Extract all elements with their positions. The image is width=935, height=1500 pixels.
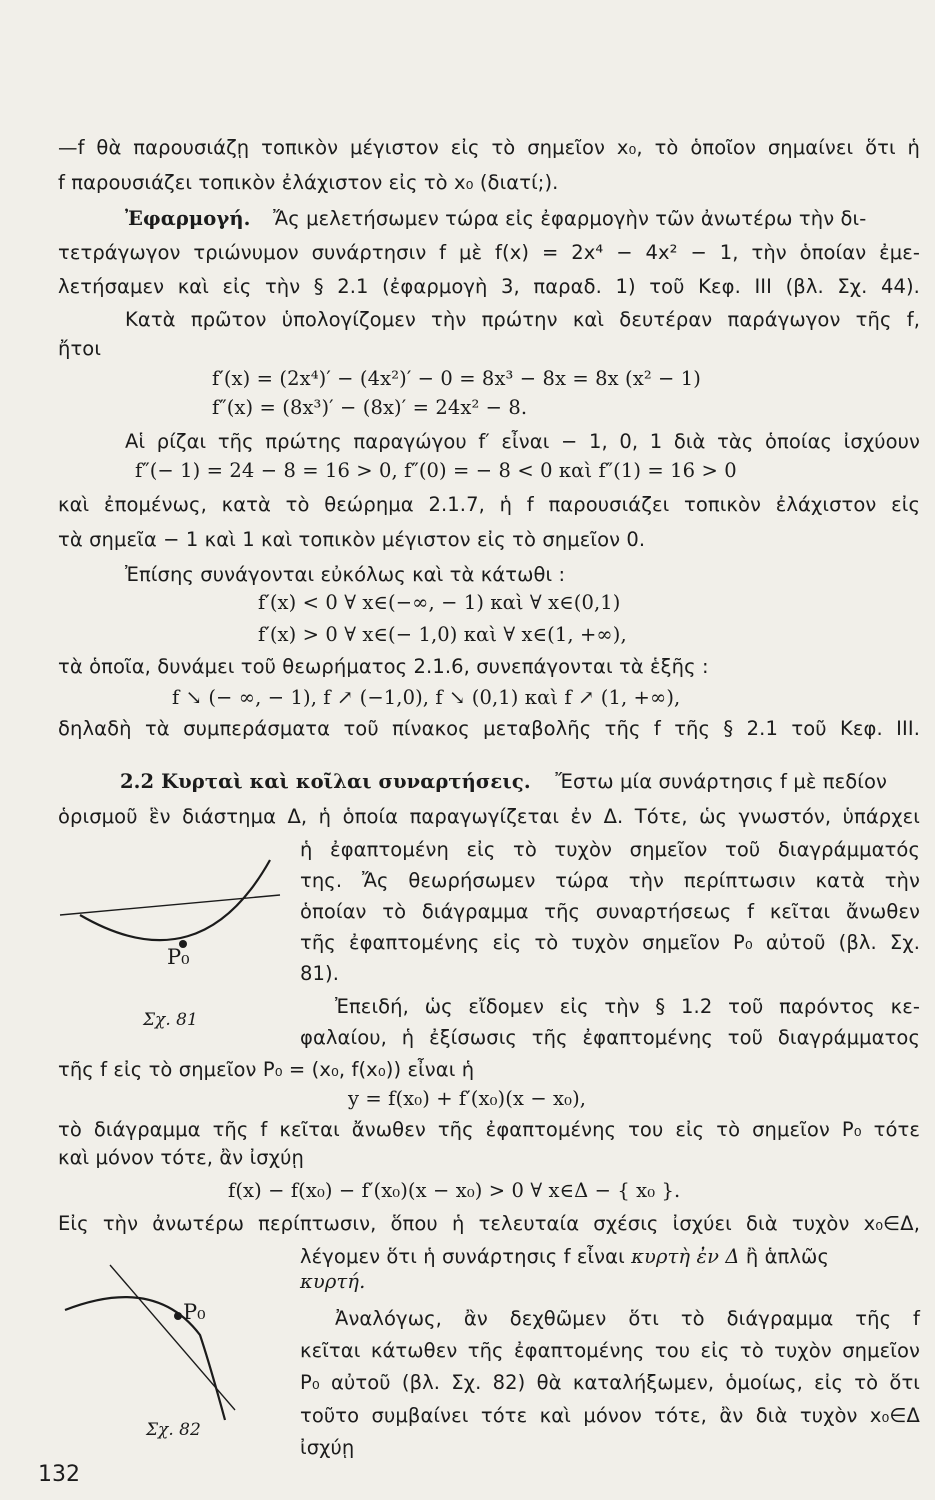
emphasis-convex-in-delta: κυρτὴ ἐν Δ	[631, 1245, 740, 1268]
text-span: ἢ ἁπλῶς	[745, 1245, 829, 1268]
text-line: ὁποίαν τὸ διάγραμμα τῆς συναρτήσεως f κεῖται ἄνωθεν	[300, 900, 920, 923]
text-line: τῆς f εἰς τὸ σημεῖον P₀ = (x₀, f(x₀)) εἶναι ἡ	[58, 1058, 475, 1081]
text-line: τὰ ὁποῖα, δυνάμει τοῦ θεωρήματος 2.1.6, συνεπάγονται τὰ ἑξῆς :	[58, 655, 709, 678]
inequality-negative: f′(x) < 0 ∀ x∈(−∞, − 1) καὶ ∀ x∈(0,1)	[258, 591, 621, 614]
text-line: καὶ μόνον τότε, ἂν ἰσχύῃ	[58, 1146, 304, 1169]
monotonicity-summary: f ↘ (− ∞, − 1), f ↗ (−1,0), f ↘ (0,1) καὶ f ↗ (1, +∞),	[172, 686, 681, 709]
inequality-positive: f′(x) > 0 ∀ x∈(− 1,0) καὶ ∀ x∈(1, +∞),	[258, 623, 627, 646]
text-line: f παρουσιάζει τοπικὸν ἐλάχιστον εἰς τὸ x₀ (διατί;).	[58, 171, 559, 194]
point-label-p0: P₀	[167, 945, 190, 969]
equation-second-derivative-values: f″(− 1) = 24 − 8 = 16 > 0, f″(0) = − 8 < 0 καὶ f″(1) = 16 > 0	[135, 459, 737, 482]
equation-second-derivative: f″(x) = (8x³)′ − (8x)′ = 24x² − 8.	[212, 396, 528, 419]
text-line: Αἱ ρίζαι τῆς πρώτης παραγώγου f′ εἶναι − 1, 0, 1 διὰ τὰς ὁποίας ἰσχύουν	[125, 430, 920, 453]
text-line: Εἰς τὴν ἀνωτέρω περίπτωσιν, ὅπου ἡ τελευταία σχέσις ἰσχύει διὰ τυχὸν x₀∈Δ,	[58, 1212, 920, 1235]
text-line: ἤτοι	[58, 337, 102, 360]
text-line: ἡ ἐφαπτομένη εἰς τὸ τυχὸν σημεῖον τοῦ διαγράμματός	[300, 838, 920, 861]
tangent-point	[174, 1312, 182, 1320]
text-line: τῆς ἐφαπτομένης εἰς τὸ τυχὸν σημεῖον P₀ αὐτοῦ (βλ. Σχ.	[300, 931, 920, 954]
application-paragraph-start	[125, 207, 920, 231]
emphasis-convex: κυρτή.	[300, 1270, 366, 1293]
text-span: Ἔστω μία συνάρτησις f μὲ πεδίον	[555, 770, 888, 793]
text-line: τετράγωγον τριώνυμον συνάρτησιν f μὲ f(x) = 2x⁴ − 4x² − 1, τὴν ὁποίαν ἐμε-	[58, 241, 920, 264]
page-number: 132	[38, 1462, 80, 1487]
text-line: τὰ σημεῖα − 1 καὶ 1 καὶ τοπικὸν μέγιστον εἰς τὸ σημεῖον 0.	[58, 528, 646, 551]
text-line: λετήσαμεν καὶ εἰς τὴν § 2.1 (ἐφαρμογὴ 3, παραδ. 1) τοῦ Κεφ. III (βλ. Σχ. 44).	[58, 275, 920, 298]
section-2-2-start	[120, 770, 920, 794]
tangent-equation: y = f(x₀) + f′(x₀)(x − x₀),	[348, 1087, 587, 1110]
text-line: δηλαδὴ τὰ συμπεράσματα τοῦ πίνακος μεταβολῆς τῆς f τῆς § 2.1 τοῦ Κεφ. III.	[58, 717, 920, 740]
convex-curve	[80, 860, 270, 940]
text-line: τὸ διάγραμμα τῆς f κεῖται ἄνωθεν τῆς ἐφαπτομένης του εἰς τὸ σημεῖον P₀ τότε	[58, 1118, 920, 1141]
text-line: Κατὰ πρῶτον ὑπολογίζομεν τὴν πρώτην καὶ δευτέραν παράγωγον τῆς f,	[125, 308, 920, 331]
text-span: λέγομεν ὅτι ἡ συνάρτησις f εἶναι	[300, 1245, 625, 1268]
text-line: 81).	[300, 962, 340, 985]
figure-82-caption: Σχ. 82	[146, 1420, 201, 1440]
text-line: φαλαίου, ἡ ἐξίσωσις τῆς ἐφαπτομένης τοῦ διαγράμματος	[300, 1026, 920, 1049]
text-line: —f θὰ παρουσιάζῃ τοπικὸν μέγιστον εἰς τὸ σημεῖον x₀, τὸ ὁποῖον σημαίνει ὅτι ἡ	[58, 136, 920, 159]
application-heading: Ἐφαρμογή.	[125, 207, 251, 230]
text-line: P₀ αὐτοῦ (βλ. Σχ. 82) θὰ καταλήξωμεν, ὁμοίως, εἰς τὸ ὅτι	[300, 1371, 920, 1394]
text-span: Ἄς μελετήσωμεν τώρα εἰς ἐφαρμογὴν τῶν ἀνωτέρω τὴν δι-	[273, 207, 867, 230]
equation-first-derivative: f′(x) = (2x⁴)′ − (4x²)′ − 0 = 8x³ − 8x = 8x (x² − 1)	[212, 367, 702, 390]
text-line: κεῖται κάτωθεν τῆς ἐφαπτομένης του εἰς τὸ τυχὸν σημεῖον	[300, 1339, 920, 1362]
text-line: ὁρισμοῦ ἓν διάστημα Δ, ἡ ὁποία παραγωγίζεται ἐν Δ. Τότε, ὡς γνωστόν, ὑπάρχει	[58, 805, 920, 828]
text-line: της. Ἄς θεωρήσωμεν τώρα τὴν περίπτωσιν κατὰ τὴν	[300, 869, 920, 892]
figure-81-caption: Σχ. 81	[143, 1010, 198, 1030]
text-line: Ἐπίσης συνάγονται εὐκόλως καὶ τὰ κάτωθι :	[125, 563, 566, 586]
convex-definition-line	[300, 1245, 920, 1269]
convexity-inequality: f(x) − f(x₀) − f′(x₀)(x − x₀) > 0 ∀ x∈Δ − { x₀ }.	[228, 1179, 681, 1202]
text-line: καὶ ἐπομένως, κατὰ τὸ θεώρημα 2.1.7, ἡ f παρουσιάζει τοπικὸν ἐλάχιστον εἰς	[58, 493, 920, 516]
text-line: ἰσχύῃ	[300, 1436, 355, 1459]
text-line: Ἐπειδή, ὡς εἴδομεν εἰς τὴν § 1.2 τοῦ παρόντος κε-	[335, 995, 920, 1018]
tangent-line	[110, 1265, 235, 1410]
text-line: τοῦτο συμβαίνει τότε καὶ μόνον τότε, ἂν διὰ τυχὸν x₀∈Δ	[300, 1404, 920, 1427]
figure-82-concave-curve	[60, 1255, 280, 1435]
point-label-p0: P₀	[183, 1300, 206, 1324]
tangent-line	[60, 895, 280, 915]
text-line: Ἀναλόγως, ἂν δεχθῶμεν ὅτι τὸ διάγραμμα τῆς f	[335, 1307, 920, 1330]
section-heading: 2.2 Κυρταὶ καὶ κοῖλαι συναρτήσεις.	[120, 770, 531, 793]
